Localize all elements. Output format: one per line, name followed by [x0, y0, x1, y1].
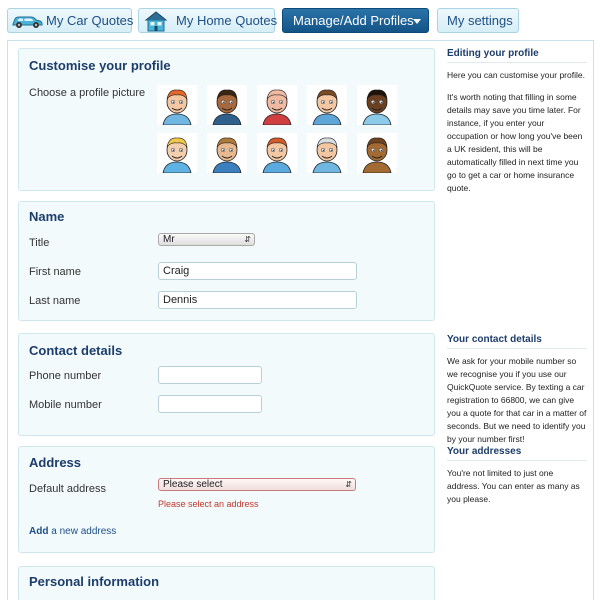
contact-details-panel: [18, 333, 435, 436]
contact-details-text: We ask for your mobile number so we recognise you if you use our QuickQuote service. By texting a car registration to 66800, we can give you a quote for that car in a matter of seconds. But we need to identify you by your number first!: [447, 356, 587, 444]
tab-car-label: My Car Quotes: [46, 13, 134, 28]
editing-profile-note: It's worth noting that filling in some details may save you time later. For instance, if you enter your occupation or how long you've been a UK resident, this will be automatically filled in next time you go to get a car or home insurance quote.: [447, 92, 583, 193]
select-arrows-icon: ⇵: [244, 235, 251, 244]
addresses-heading: Your addresses: [447, 446, 587, 461]
avatar-picture-icon: [357, 133, 397, 173]
default-address-label: Default address: [29, 483, 107, 495]
avatar-picture-icon: [257, 133, 297, 173]
personal-information-panel: [18, 566, 435, 600]
avatar-picture-icon: [307, 133, 347, 173]
last-name-field[interactable]: Dennis: [158, 291, 357, 309]
phone-label: Phone number: [29, 370, 102, 382]
name-panel: [18, 201, 435, 321]
title-label: Title: [29, 237, 50, 249]
address-select-value: Please select: [163, 479, 223, 490]
default-address-select[interactable]: [158, 478, 356, 491]
tab-my-settings[interactable]: [437, 8, 519, 33]
phone-field[interactable]: [158, 366, 262, 384]
avatar-picture-icon: [307, 85, 347, 125]
tab-my-car-quotes[interactable]: [7, 8, 132, 33]
avatar-dreadlocks-man[interactable]: [207, 85, 247, 125]
select-arrows-icon: ⇵: [345, 480, 352, 489]
mobile-label: Mobile number: [29, 399, 102, 411]
avatar-picture-icon: [207, 133, 247, 173]
first-name-label: First name: [29, 266, 81, 278]
add-address-link[interactable]: [29, 526, 116, 537]
avatar-dark-skin-man[interactable]: [357, 85, 397, 125]
sidebar-addresses: [447, 446, 587, 506]
avatar-picture-icon: [157, 133, 197, 173]
profile-picture-label: Choose a profile picture: [29, 87, 146, 99]
customise-title: Customise your profile: [29, 58, 171, 73]
add-link-bold: Add: [29, 526, 49, 537]
sidebar-contact-details: [447, 334, 587, 446]
add-link-text: a new address: [48, 526, 117, 537]
avatar-picture-icon: [257, 85, 297, 125]
chevron-down-icon[interactable]: [413, 19, 421, 24]
name-title: Name: [29, 209, 65, 224]
first-name-field[interactable]: Craig: [158, 262, 357, 280]
contact-details-heading: Your contact details: [447, 334, 587, 349]
personal-title: Personal information: [29, 574, 160, 589]
address-panel: [18, 446, 435, 553]
avatar-cowboy[interactable]: [207, 133, 247, 173]
avatar-red-hair-woman[interactable]: [257, 133, 297, 173]
avatar-grid: [157, 85, 402, 175]
tab-home-label: My Home Quotes: [176, 13, 278, 28]
customise-profile-panel: [18, 48, 435, 191]
title-select-value: Mr: [163, 234, 175, 245]
avatar-wild-hair-man[interactable]: [307, 133, 347, 173]
avatar-ginger-boy[interactable]: [157, 85, 197, 125]
car-icon: [11, 13, 43, 29]
tab-manage-add-profiles[interactable]: [282, 8, 429, 33]
contact-title: Contact details: [29, 343, 123, 358]
tab-my-home-quotes[interactable]: [138, 8, 278, 33]
avatar-brown-hair-boy[interactable]: [307, 85, 347, 125]
addresses-text: You're not limited to just one address. You can enter as many as you please.: [447, 468, 580, 504]
sidebar-editing-profile: [447, 48, 587, 195]
editing-profile-intro: Here you can customise your profile.: [447, 70, 585, 80]
avatar-bald-man[interactable]: [257, 85, 297, 125]
avatar-picture-icon: [357, 85, 397, 125]
avatar-dog[interactable]: [357, 133, 397, 173]
title-select[interactable]: [158, 233, 255, 246]
house-icon: [144, 10, 168, 32]
mobile-field[interactable]: [158, 395, 262, 413]
avatar-blonde-woman[interactable]: [157, 133, 197, 173]
main-tabs: [0, 0, 600, 40]
avatar-picture-icon: [207, 85, 247, 125]
tab-manage-label: Manage/Add Profiles: [293, 13, 414, 28]
editing-profile-heading: Editing your profile: [447, 48, 587, 63]
tab-settings-label: My settings: [447, 13, 513, 28]
last-name-label: Last name: [29, 295, 81, 307]
address-title: Address: [29, 455, 82, 470]
address-error-message: Please select an address: [158, 499, 259, 509]
avatar-picture-icon: [157, 85, 197, 125]
